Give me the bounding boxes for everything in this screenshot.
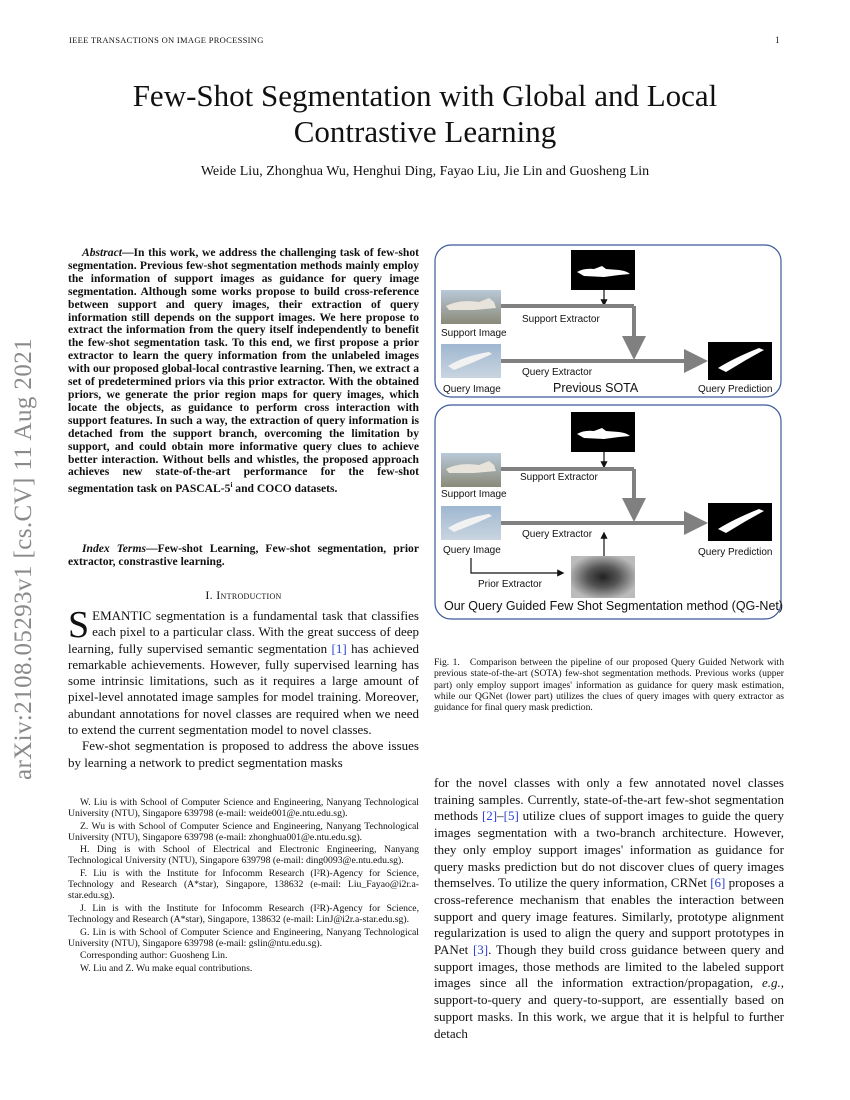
intro-text-a: segmentation is a fundamental task that classifies each pixel to a particular class. With the great success of deep learning, fully supervised semantic segmentation: [68, 608, 419, 656]
section-numeral: I.: [205, 588, 217, 602]
abstract-superscript: i: [230, 481, 233, 490]
body-text-d: . Though they build cross guidance between query and support images, those methods are limited to the labeled support images since all the information extraction/propagation,: [434, 942, 784, 991]
bottom-support-image-label: Support Image: [441, 489, 507, 500]
abstract-text: —In this work, we address the challenging task of few-shot segmentation. Previous few-shot segmentation methods mainly employ the information of support images as guidance for query image segmentation. Although some works propose to build cross-reference between support and query images, their extraction of query information still depends on the support images. We here propose to extract the information from the query itself independently to benefit the few-shot segmentation task. To this end, we first propose a prior extractor to learn the query information from the unlabeled images with our proposed global-local contrastive learning. Then, we extract a set of predetermined priors via this prior extractor. With the obtained priors, we generate the prior region maps for query images, which locate the objects, as guidance to perform cross interaction with support features. In such a way, the extraction of query information is detached from the support branch, overcoming the limitation by support, and could obtain more informative query clues to achieve better interaction. Without bells and whistles, the proposed approach achieves new state-of-the-art performance for the few-shot segmentation task on PASCAL-5: [68, 246, 419, 496]
figure-1: [434, 244, 784, 620]
section-title: Introduction: [216, 588, 282, 602]
bottom-support-extractor-label: Support Extractor: [520, 472, 598, 483]
pipeline-diagram: [434, 244, 784, 620]
abstract-tail: and COCO datasets.: [232, 482, 338, 496]
top-support-extractor-label: Support Extractor: [522, 314, 600, 325]
citation-link[interactable]: [2]: [481, 808, 498, 824]
bottom-panel-title: Our Query Guided Few Shot Segmentation method (QG-Net): [444, 599, 784, 613]
intro-paragraph-2: Few-shot segmentation is proposed to address the above issues by learning a network to predict segmentation masks: [68, 738, 419, 770]
index-terms-text: —Few-shot Learning, Few-shot segmentation, prior extractor, constrastive learning.: [68, 542, 419, 568]
footnote: F. Liu is with the Institute for Infocomm Research (I²R)-Agency for Science, Technology and Research (A*star), Singapore, 138632 (e-mail: Liu_Fayao@i2r.a-star.edu.sg).: [68, 868, 419, 902]
citation-dash: –: [497, 808, 504, 824]
title-line-1: Few-Shot Segmentation with Global and Local: [132, 78, 718, 113]
footnote: G. Lin is with School of Computer Science and Engineering, Nanyang Technological University (NTU), Singapore 639798 (e-mail: gslin@ntu.edu.sg).: [68, 926, 419, 949]
top-panel-title: Previous SOTA: [553, 381, 639, 395]
figure-caption: [434, 657, 784, 713]
drop-cap: S: [68, 604, 90, 646]
intro-paragraph-1: [68, 604, 420, 738]
page-number: 1: [775, 35, 780, 45]
paper-title: [60, 78, 790, 150]
caption-text: Comparison between the pipeline of our proposed Query Guided Network with previous state-of-the-art (SOTA) few-shot segmentation methods. Previous works (upper part) only employ support images' information as guidance for query mask estimation, while our QGNet (lower part) utilizes the clues of query images with query extractor as guidance for final query mask prediction.: [434, 657, 784, 714]
bottom-query-image-label: Query Image: [443, 545, 501, 556]
citation-link[interactable]: [1]: [331, 640, 347, 656]
caption-label: Fig. 1.: [434, 657, 460, 668]
prior-extractor-label: Prior Extractor: [478, 579, 542, 590]
introduction-text: [68, 604, 420, 771]
running-header: IEEE TRANSACTIONS ON IMAGE PROCESSING: [69, 35, 264, 45]
footnote: W. Liu is with School of Computer Science and Engineering, Nanyang Technological University (NTU), Singapore 639798 (e-mail: weide001@e.ntu.edu.sg).: [68, 797, 419, 820]
bottom-query-extractor-label: Query Extractor: [522, 529, 593, 540]
top-support-image-label: Support Image: [441, 328, 507, 339]
abstract-label: Abstract: [82, 246, 122, 259]
prior-region-map: [571, 556, 635, 598]
right-column-text: [434, 775, 784, 1042]
bottom-query-prediction-label: Query Prediction: [698, 547, 773, 558]
title-line-2: Contrastive Learning: [293, 114, 557, 149]
footnote: H. Ding is with School of Electrical and Electronic Engineering, Nanyang Technological University (NTU), Singapore 639798 (e-mail: ding0093@e.ntu.edu.sg).: [68, 844, 419, 867]
footnotes: [68, 797, 419, 975]
top-query-extractor-label: Query Extractor: [522, 367, 593, 378]
author-list: Weide Liu, Zhonghua Wu, Henghui Ding, Fayao Liu, Jie Lin and Guosheng Lin: [200, 164, 650, 179]
footnote: Z. Wu is with School of Computer Science and Engineering, Nanyang Technological University (NTU), Singapore 639798 (e-mail: zhonghua001@e.ntu.edu.sg).: [68, 820, 419, 843]
footnote: W. Liu and Z. Wu make equal contributions.: [80, 962, 253, 974]
section-heading: [68, 588, 419, 603]
footnote: J. Lin is with the Institute for Infocomm Research (I²R)-Agency for Science, Technology and Research (A*star), Singapore, 138632 (e-mail: LinJ@i2r.a-star.edu.sg).: [68, 902, 419, 925]
arxiv-stamp: arXiv:2108.05293v1 [cs.CV] 11 Aug 2021: [10, 337, 37, 780]
index-terms: [68, 543, 419, 569]
abstract: [68, 247, 419, 496]
index-terms-label: Index Terms: [82, 542, 146, 555]
smallcaps-word: EMANTIC: [92, 608, 152, 623]
body-text-e: , support-to-query and query-to-support, are essentially based on support masks. In this work, we argue that it is helpful to further detach: [434, 975, 784, 1041]
intro-text-b: has achieved remarkable achievements. However, fully supervised learning has some intrinsic limitations, such as it requires a large amount of pixel-level annotated image samples for model training. Moreover, abundant annotations for novel classes are required when we need to extend the current segmentation model to novel classes.: [68, 640, 420, 738]
citation-link[interactable]: [5]: [503, 808, 519, 824]
citation-link[interactable]: [6]: [710, 875, 726, 891]
body-text-eg: e.g.: [761, 975, 781, 991]
top-query-prediction-label: Query Prediction: [698, 384, 773, 395]
body-text-a: for the novel classes with only a few annotated novel classes training samples. Currently, state-of-the-art few-shot segmentation methods: [434, 775, 784, 824]
footnote: Corresponding author: Guosheng Lin.: [80, 950, 228, 962]
body-text-b: utilize clues of support images to guide the query images segmentation with a two-branch architecture. However, they only employ support images' information as guidance for query masks prediction but do not discover clues of query images themselves. To utilize the query information, CRNet: [434, 808, 784, 891]
body-text-c: proposes a cross-reference mechanism that enables the interaction between support and query image features. Similarly, prototype alignment regularization is used to align the query and support prototypes in PANet: [434, 875, 784, 958]
citation-link[interactable]: [3]: [472, 942, 489, 958]
top-query-image-label: Query Image: [443, 384, 501, 395]
